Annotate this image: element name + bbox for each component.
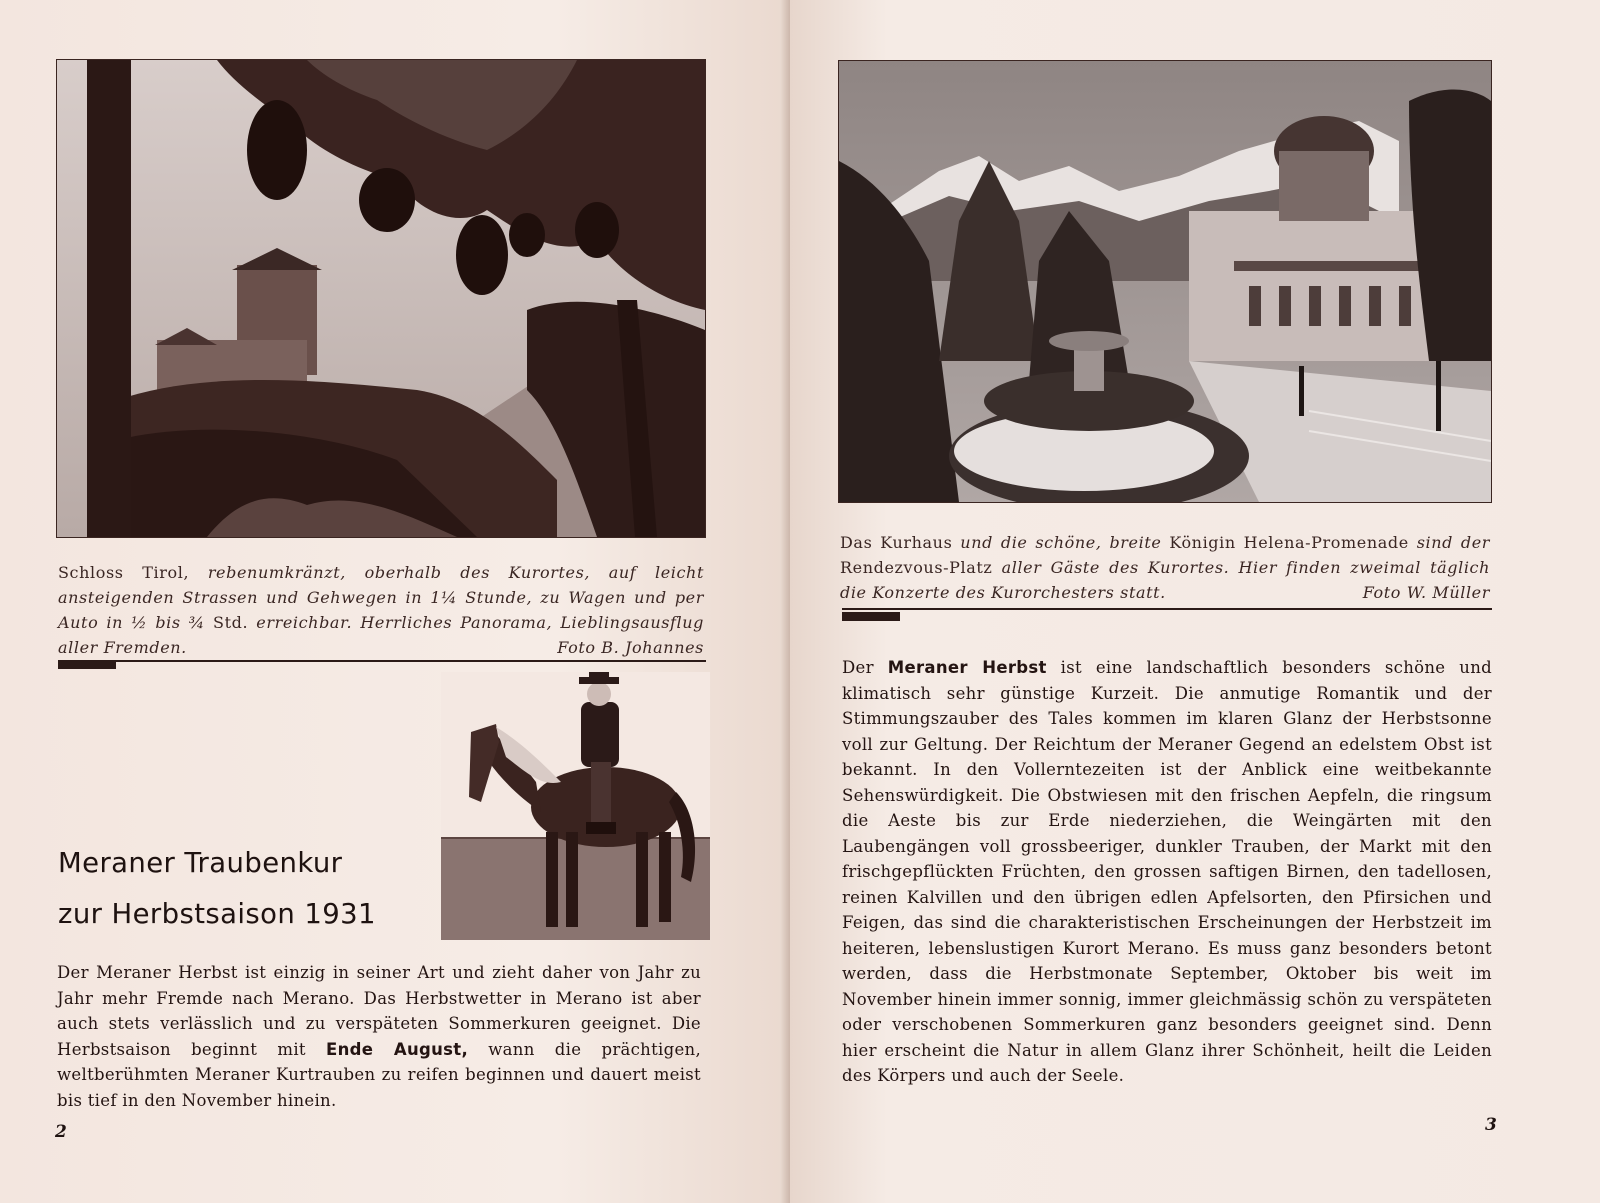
page-number-left: 2 [55, 1122, 67, 1142]
castle-photo-caption [58, 560, 704, 660]
caption-rule [842, 608, 1492, 610]
caption-promenade-name: Königin Helena-Promenade [1169, 533, 1409, 552]
photo-credit: Foto B. Johannes [557, 638, 704, 657]
castle-vineyard-illustration [57, 60, 705, 537]
kurhaus-promenade-illustration [839, 61, 1491, 502]
left-page [0, 0, 790, 1203]
caption-unit: Std. [213, 613, 249, 632]
body-text-part-1: Der [842, 658, 874, 677]
caption-rule [58, 660, 706, 662]
caption-description-2: sind der [1416, 533, 1491, 552]
page-number-right: 3 [1485, 1115, 1497, 1135]
caption-description-end: erreichbar. Herrliches Panorama, Lieblingsausflug aller Fremden. [58, 613, 705, 657]
photo-credit: Foto W. Müller [1362, 583, 1490, 602]
caption-subject: Schloss Tirol, [58, 563, 190, 582]
caption-rule-marker [58, 660, 116, 669]
caption-description: rebenumkränzt, oberhalb des Kurortes, auf leicht ansteigenden Strassen und Gehwegen in 1¼ Stunde, zu Wagen und per Auto in ½ bis ¾ [58, 563, 704, 632]
body-text-part-1: Der Meraner Herbst ist einzig in seiner Art und zieht daher von Jahr zu Jahr mehr Fremde nach Merano. Das Herbstwetter in Merano ist aber auch stets verlässlich und zu verspäteten Sommerkuren geeignet. Die Herbstsaison beginnt mit [57, 963, 701, 1059]
caption-rule-marker [842, 612, 900, 621]
kurhaus-photo-caption [840, 530, 1490, 605]
caption-description: und die schöne, breite [960, 533, 1162, 552]
page-title [58, 838, 438, 940]
body-text-part-2: wann die prächtigen, weltberühmten Meraner Kurtrauben zu reifen beginnen und dauert meist bis tief in den November hinein. [57, 1039, 702, 1110]
title-line-1: Meraner Traubenkur [58, 847, 343, 879]
horse-rider-photo [441, 672, 710, 940]
horse-rider-illustration [441, 672, 710, 940]
right-page [790, 0, 1600, 1203]
title-line-2: zur Herbstsaison 1931 [58, 898, 376, 930]
caption-description-3: aller Gäste des Kurortes. Hier finden zweimal täglich die Konzerte des Kurorchesters statt. [840, 558, 1491, 602]
body-text-emphasis: Meraner Herbst [887, 658, 1047, 677]
body-text-part-2: ist eine landschaftlich besonders schöne und klimatisch sehr günstige Kurzeit. Die anmutige Romantik und der Stimmungszauber des Tales kommen im klaren Glanz der Herbstsonne voll zur Geltung. Der Reichtum der Meraner Gegend an edelstem Obst ist bekannt. In den Vollerntezeiten ist der Anblick eine weitbekannte Sehenswürdigkeit. Die Obstwiesen mit den frischen Aepfeln, die ringsum die Aeste bis zur Erde niederziehen, die Weingärten mit den Laubengängen voll grossbeeriger, dunkler Trauben, der Markt mit den frischgepflückten Früchten, den grossen saftigen Birnen, den tadellosen, reinen Kalvillen und den übrigen edlen Apfelsorten, den Pfirsichen und Feigen, das sind die charakteristischen Erscheinungen der Herbstzeit im heiteren, lebenslustigen Kurort Merano. Es muss ganz besonders betont werden, dass die Herbstmonate September, Oktober bis weit im November hinein immer sonnig, immer gleichmässig schön zu verspäteten oder verschobenen Sommerkuren ganz besonders geeignet sind. Denn hier erscheint die Natur in allem Glanz ihrer Schönheit, heilt die Leiden des Körpers und auch der Seele. [842, 658, 1493, 1085]
caption-place: Rendezvous-Platz [840, 558, 993, 577]
kurhaus-promenade-photo [838, 60, 1492, 503]
caption-subject: Das Kurhaus [840, 533, 953, 552]
article-body-left [57, 960, 701, 1113]
body-text-emphasis: Ende August, [326, 1039, 469, 1059]
article-body-right [842, 655, 1492, 1089]
castle-vineyard-photo [56, 59, 706, 538]
